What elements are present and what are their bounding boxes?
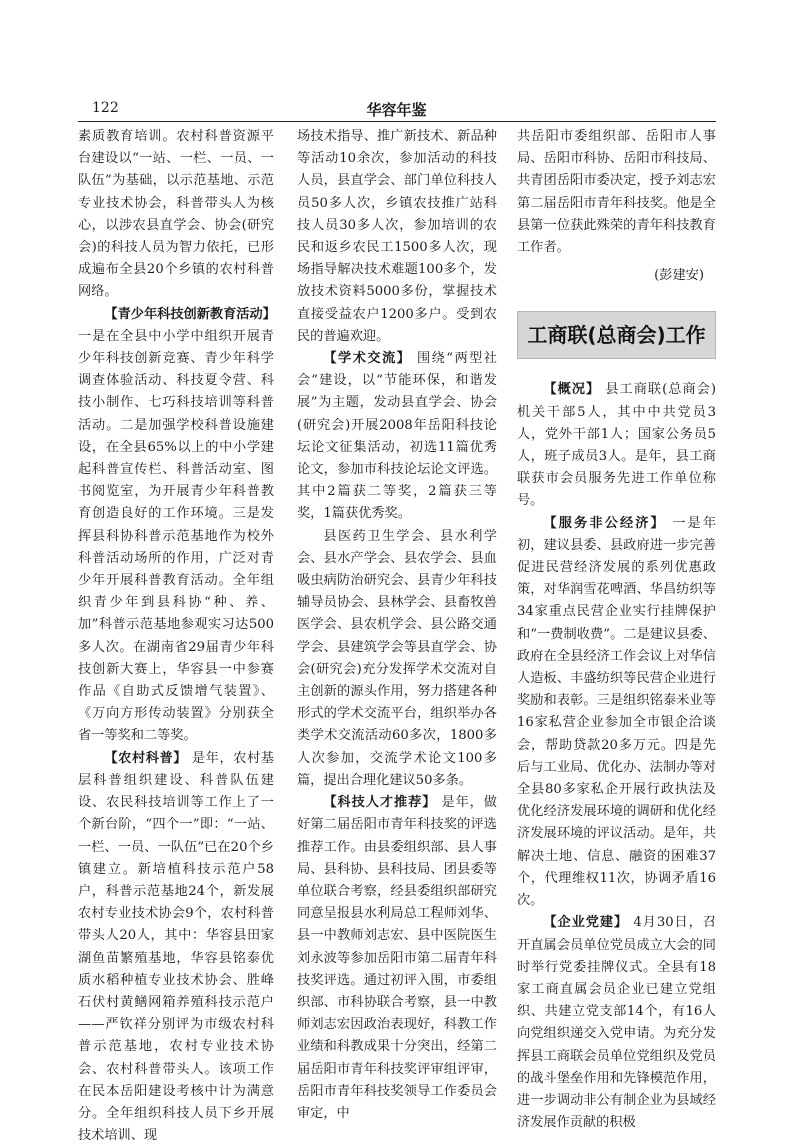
section-heading: 【青少年科技创新教育活动】 xyxy=(104,306,276,322)
paragraph: 【学术交流】 围绕“两型社会”建设，以“节能环保，和谐发展”为主题，发动县直学会、协会(研究会)开展2008年岳阳科技论坛论文征集活动，初选11篇优秀论文，参加市科技论坛论文评选。其中2篇获二等奖，2篇获三等奖，1篇获优秀奖。 xyxy=(297,351,497,522)
paragraph: 【服务非公经济】 一是年初，建议县委、县政府进一步完善促进民营经济发展的系列优惠政策，对华润雪花啤酒、华昌纺织等34家重点民营企业实行挂牌保护和“一费制收费”。二是建议县委、政府在全县经济工作会议上对华信人造板、丰盛纺织等民营企业进行奖励和表彰。三是组织铭泰米业等16家私营企业参加全市银企洽谈会，帮助贷款20多万元。四是先后与工业局、优化办、法制办等对全县80多家私企开展行政执法及优化经济发展环境的调研和优化经济发展环境的评议活动。是年，共解决土地、信息、融资的困难37个，代理维权11次，协调矛盾16次。 xyxy=(517,515,717,909)
running-title: 华容年鉴 xyxy=(366,101,427,119)
author-signature: (彭建安) xyxy=(654,268,704,284)
section-heading: 【农村科普】 xyxy=(104,750,188,766)
text-column-1 xyxy=(78,126,274,1147)
page-number: 122 xyxy=(92,100,119,116)
paragraph xyxy=(78,304,274,326)
text-column-2 xyxy=(297,126,497,1125)
text-column-3 xyxy=(517,126,716,1134)
paragraph: 【农村科普】 是年，农村基层科普组织建设、科普队伍建设、农民科技培训等工作上了一个新台阶，“四个一”即：“一站、一栏、一员、一队伍”已在20个乡镇建立。新培植科技示范户58户，科普示范基地24个，新发展农村专业技术协会9个，农村科普带头人20人，其中：华容县田家湖鱼苗繁殖基地，华容县铭泰优质水稻种植专业技术协会、胜峰石伏村黄鳝网箱养殖科技示范户——严钦祥分别评为市级农村科普示范基地，农村专业技术协会、农村科普带头人。该项工作在民本岳阳建设考核中计为满意分。全年组织科技人员下乡开展技术培训、现 xyxy=(78,750,274,1144)
header-rule xyxy=(78,121,716,122)
section-heading: 【学术交流】 xyxy=(323,351,412,367)
paragraph: 【企业党建】 4月30日，召开直属会员单位党员成立大会的同时举行党委挂牌仪式。全县有18家工商直属会员企业已建立党组织、共建立党支部14个，有16人向党组织递交入党申请。为充分发挥县工商联会员单位党组织及党员的战斗堡垒作用和先锋模范作用，进一步调动非公有制企业为县域经济发展作贡献的积极 xyxy=(517,915,716,1131)
section-heading: 【服务非公经济】 xyxy=(543,515,666,531)
section-title: 工商联(总商会)工作 xyxy=(527,323,706,348)
paragraph: 素质教育培训。农村科普资源平台建设以“一站、一栏、一员、一队伍”为基础，以示范基地、示范专业技术协会，科普带头人为核心，以涉农县直学会、协会(研究会)的科技人员为智力依托，已形成遍布全县20个乡镇的农村科普网络。 xyxy=(78,129,274,300)
paragraph: 【概况】 县工商联(总商会)机关干部5人，其中中共党员3人，党外干部1人；国家公务员5人，班子成员3人。是年，县工商联获市会员服务先进工作单位称号。 xyxy=(517,382,716,509)
paragraph: 场技术指导、推广新技术、新品种等活动10余次，参加活动的科技人员，县直学会、部门单位科技人员50多人次，乡镇农技推广站科技人员30多人次，参加培训的农民和返乡农民工1500多人次，现场指导解决技术难题100多个，发放技术资料5000多份，掌握技术直接受益农户1200多户。受到农民的普遍欢迎。 xyxy=(297,129,497,344)
section-heading: 【企业党建】 xyxy=(543,915,629,931)
section-title-box xyxy=(517,311,716,359)
paragraph: 【科技人才推荐】 是年，做好第二届岳阳市青年科技奖的评选推荐工作。由县委组织部、县人事局、县科协、县科技局、团县委等单位联合考察，经县委组织部研究同意呈报县水利局总工程师刘华、县一中教师刘志宏、县中医院医生刘永波等参加岳阳市第二届青年科技奖评选。通过初评入围，市委组织部、市科协联合考察，县一中教师刘志宏因政治表现好，科教工作业绩和科教成果十分突出，经第二届岳阳市青年科技奖评审组评审，岳阳市青年科技奖领导工作委员会审定，中 xyxy=(297,795,497,1121)
section-heading: 【概况】 xyxy=(543,382,601,398)
paragraph: 共岳阳市委组织部、岳阳市人事局、岳阳市科协、岳阳市科技局、共青团岳阳市委决定，授予刘志宏第二届岳阳市青年科技奖。他是全县第一位获此殊荣的青年科技教育工作者。 xyxy=(517,129,716,256)
section-heading: 【科技人才推荐】 xyxy=(323,795,437,811)
paragraph: 一是在全县中小学中组织开展青少年科技创新竞赛、青少年科学调查体验活动、科技夏令营、科技小制作、七巧科技培训等科普活动。二是加强学校科普设施建设，在全县65%以上的中小学建起科普宣传栏、科普活动室、图书阅览室，为开展青少年科普教育创造良好的工作环境。三是发挥县科协科普示范基地作为校外科普活动场所的作用，广泛对青少年开展科普教育活动。全年组织青少年到县科协“种、养、加”科普示范基地参观实习达500多人次。在湖南省29届青少年科技创新大赛上，华容县一中参赛作品《自助式反馈增气装置》、《万向方形传动装置》分别获全省一等奖和二等奖。 xyxy=(78,328,274,744)
paragraph: 县医药卫生学会、县水利学会、县水产学会、县农学会、县血吸虫病防治研究会、县青少年科技辅导员协会、县林学会、县畜牧兽医学会、县农机学会、县公路交通学会、县建筑学会等县直学会、协会(研究会)充分发挥学术交流对自主创新的源头作用，努力搭建各种形式的学术交流平台，组织举办各类学术交流活动60多次，1800多人次参加，交流学术论文100多篇，提出合理化建议50多条。 xyxy=(297,528,497,788)
